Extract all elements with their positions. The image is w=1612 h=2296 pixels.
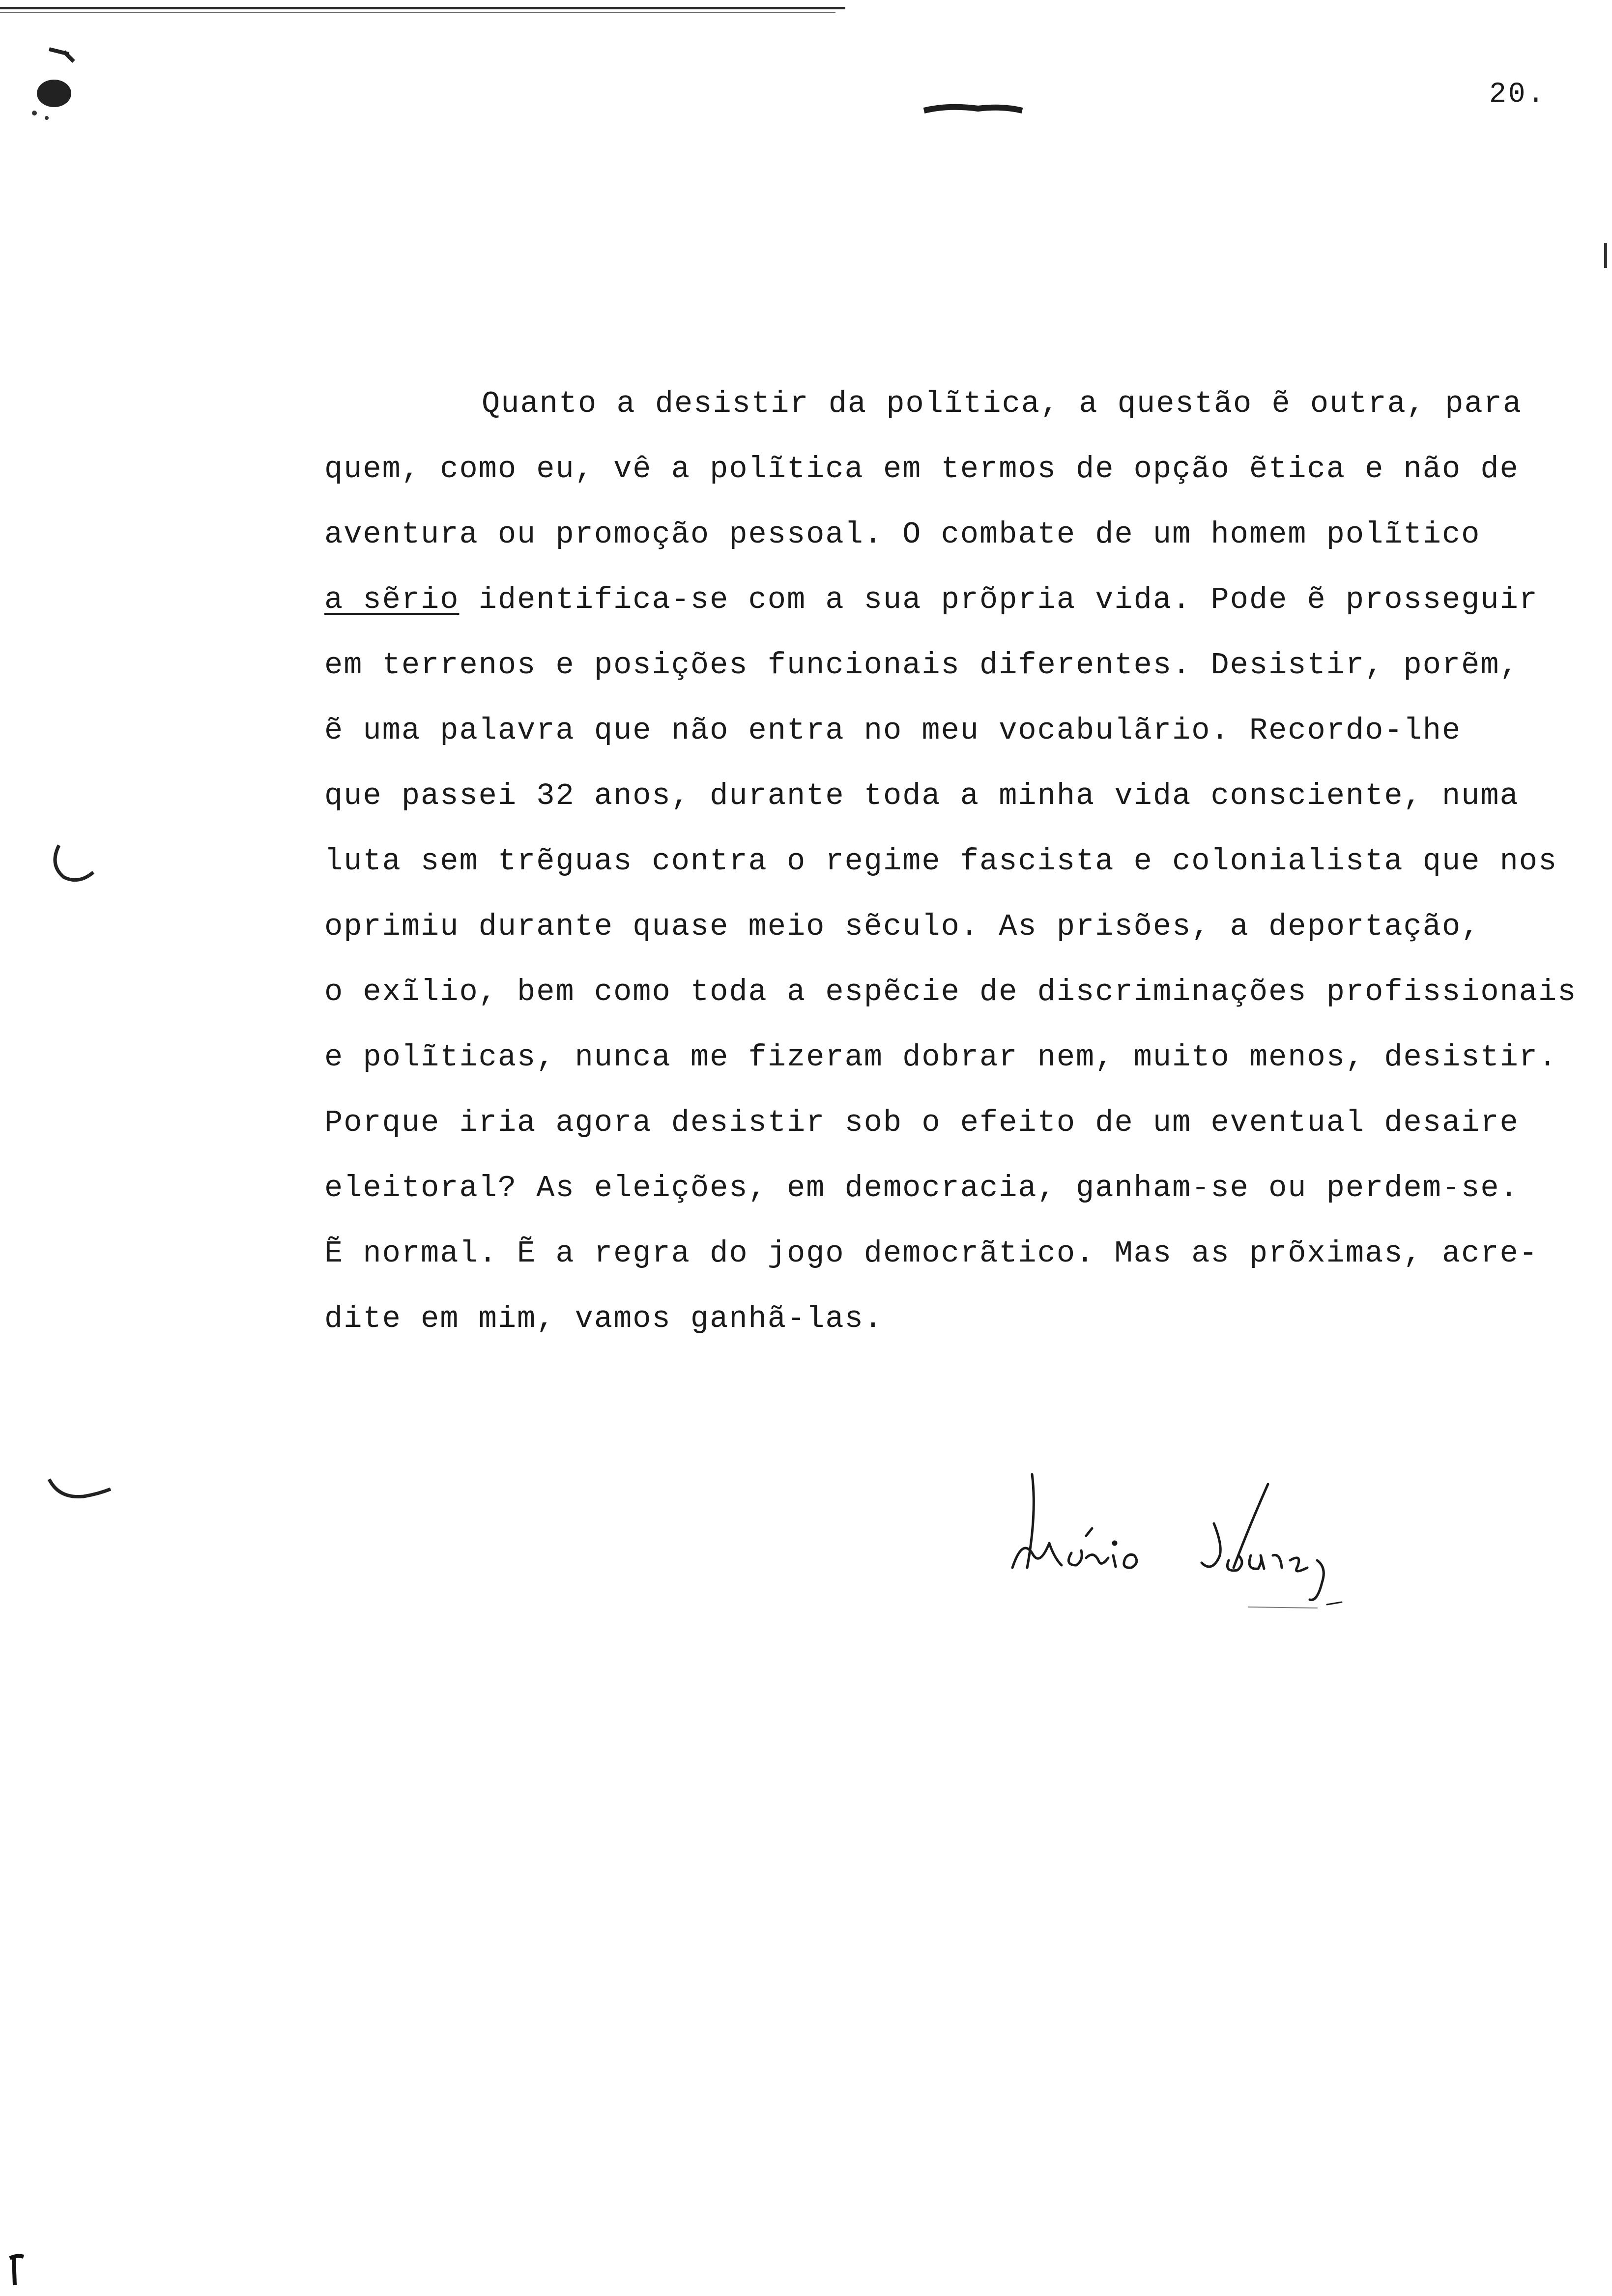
text-line: e polĩticas, nunca me fizeram dobrar nem, muito menos, desistir. xyxy=(324,1040,1558,1075)
text-line: luta sem trẽguas contra o regime fascista e colonialista que nos xyxy=(324,844,1558,879)
top-rule xyxy=(0,7,845,9)
text-line: Ẽ normal. Ẽ a regra do jogo democrãtico. Mas as prõximas, acre- xyxy=(324,1236,1538,1271)
text-line: Porque iria agora desistir sob o efeito de um eventual desaire xyxy=(324,1105,1519,1140)
text-line: aventura ou promoção pessoal. O combate de um homem polĩtico xyxy=(324,517,1481,552)
text-line: o exĩlio, bem como toda a espẽcie de discriminações profissionais xyxy=(324,975,1577,1009)
binder-hole-mark-icon xyxy=(44,835,108,890)
corner-mark-icon xyxy=(5,2251,29,2290)
binder-hole-mark-icon xyxy=(39,1469,118,1514)
text-line-remainder: identifica-se com a sua prõpria vida. Pode ẽ prosseguir xyxy=(459,582,1538,617)
text-line: dite em mim, vamos ganhã-las. xyxy=(324,1301,883,1336)
text-line: em terrenos e posições funcionais diferentes. Desistir, porẽm, xyxy=(324,648,1519,683)
page-number: 20. xyxy=(1489,79,1547,111)
text-line: quem, como eu, vê a polĩtica em termos de opção ẽtica e não de xyxy=(324,452,1519,487)
margin-tick-icon xyxy=(1600,241,1612,270)
text-line xyxy=(324,567,1612,632)
text-line: Quanto a desistir da polĩtica, a questão ẽ outra, para xyxy=(482,386,1523,421)
body-text xyxy=(324,371,1612,1351)
top-rule-thin xyxy=(0,12,835,13)
text-line: que passei 32 anos, durante toda a minha vida consciente, numa xyxy=(324,778,1519,813)
ink-blot-icon xyxy=(20,39,98,128)
text-line: eleitoral? As eleições, em democracia, ganham-se ou perdem-se. xyxy=(324,1171,1519,1205)
text-line: oprimiu durante quase meio sẽculo. As prisões, a deportação, xyxy=(324,909,1481,944)
underlined-phrase: a sẽrio xyxy=(324,582,460,617)
punch-dash-icon xyxy=(919,96,1027,125)
handwritten-signature xyxy=(1003,1455,1356,1622)
text-line: ẽ uma palavra que não entra no meu vocabulãrio. Recordo-lhe xyxy=(324,713,1462,748)
